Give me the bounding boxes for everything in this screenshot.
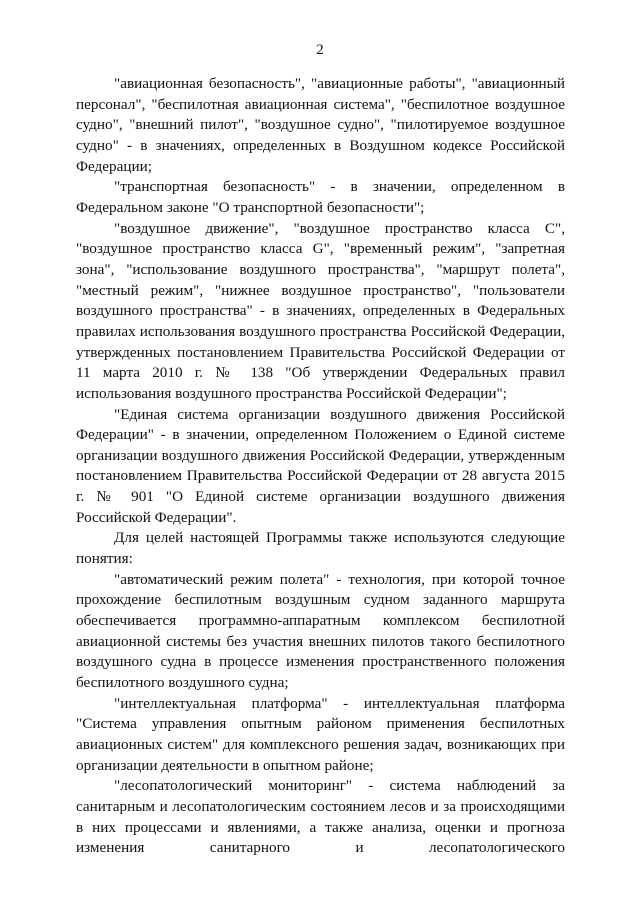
paragraph-automatic-flight-mode: "автоматический режим полета" - технология, при которой точное прохождение беспилотным воздушным судном заданного маршрута обеспечивается программно-аппаратным комплексом беспилотной авиационной системы без участия внешних пилотов такого беспилотного воздушного судна в процессе изменения пространственного положения беспилотного воздушного судна; — [76, 570, 565, 692]
paragraph-airspace-terms: "воздушное движение", "воздушное пространство класса C", "воздушное пространство класса G", "временный режим", "запретная зона", "использование воздушного пространства", "маршрут полета", "местный режим", "нижнее воздушное пространство", "пользователи воздушного пространства" - в значениях, определенных в Федеральных правилах использования воздушного пространства Российской Федерации, утвержденных постановлением Правительства Российской Федерации от 11 марта 2010 г. № 138 "Об утверждении Федеральных правил использования воздушного пространства Российской Федерации"; — [76, 219, 565, 402]
document-body — [76, 74, 565, 859]
paragraph-unified-atm-system: "Единая система организации воздушного движения Российской Федерации" - в значении, определенном Положением о Единой системе организации воздушного движения Российской Федерации, утвержденным постановлением Правительства Российской Федерации от 28 августа 2015 г. № 901 "О Единой системе организации воздушного движения Российской Федерации". — [76, 405, 565, 526]
paragraph-transport-security: "транспортная безопасность" - в значении, определенном в Федеральном законе "О транспортной безопасности"; — [76, 178, 565, 216]
paragraph-aviation-terms: "авиационная безопасность", "авиационные работы", "авиационный персонал", "беспилотная авиационная система", "беспилотное воздушное судно", "внешний пилот", "воздушное судно", "пилотируемое воздушное судно" - в значениях, определенных в Воздушном кодексе Российской Федерации; — [76, 75, 565, 175]
paragraph-program-definitions-intro: Для целей настоящей Программы также используются следующие понятия: — [76, 529, 565, 568]
paragraph-intelligent-platform: "интеллектуальная платформа" - интеллектуальная платформа "Система управления опытным районом применения беспилотных авиационных систем" для комплексного решения задач, возникающих при организации деятельности в опытном районе; — [76, 694, 565, 774]
paragraph-forest-pathology-monitoring: "лесопатологический мониторинг" - система наблюдений за санитарным и лесопатологическим состоянием лесов и за происходящими в них процессами и явлениями, а также анализа, оценки и прогноза изменения санитарного и лесопатологического — [76, 777, 565, 857]
page-number: 2 — [316, 42, 324, 58]
